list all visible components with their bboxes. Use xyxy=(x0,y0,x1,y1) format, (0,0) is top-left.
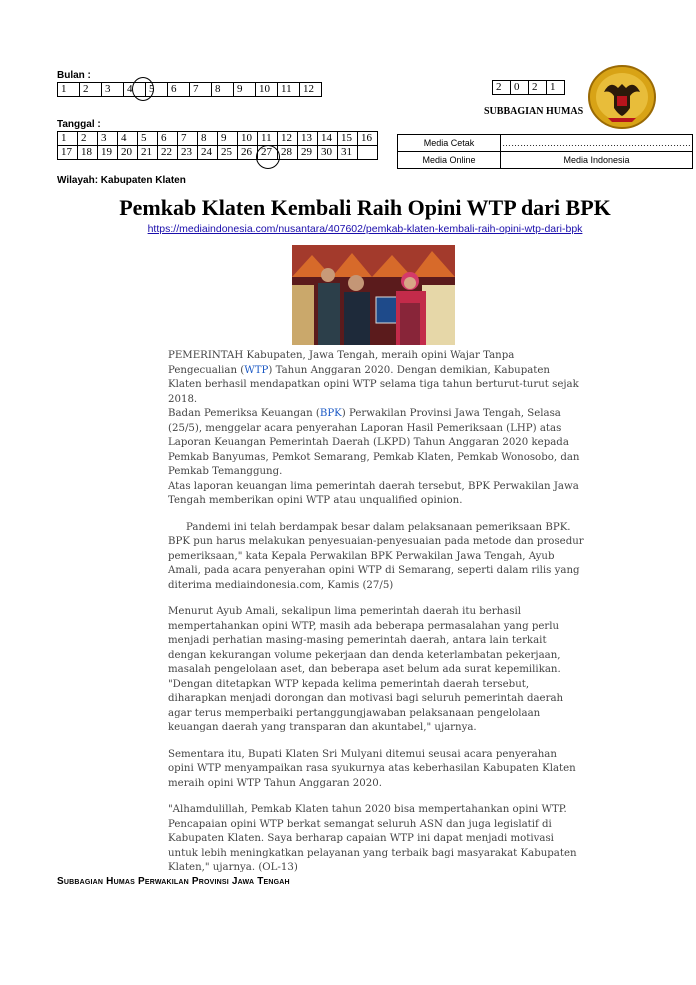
day-cell: 27 xyxy=(258,146,278,160)
day-cell: 18 xyxy=(78,146,98,160)
day-cell: 22 xyxy=(158,146,178,160)
day-cell: 24 xyxy=(198,146,218,160)
month-cell: 12 xyxy=(300,83,322,97)
day-cell: 29 xyxy=(298,146,318,160)
day-cell xyxy=(358,146,378,160)
media-cetak-value: ……………………………………………………… xyxy=(501,135,693,152)
article-title: Pemkab Klaten Kembali Raih Opini WTP dari BPK xyxy=(119,195,611,220)
day-cell: 2 xyxy=(78,132,98,146)
day-cell: 28 xyxy=(278,146,298,160)
day-cell: 20 xyxy=(118,146,138,160)
day-cell: 21 xyxy=(138,146,158,160)
month-cell: 4 xyxy=(124,83,146,97)
day-cell: 3 xyxy=(98,132,118,146)
media-table xyxy=(397,134,693,169)
month-cell: 1 xyxy=(58,83,80,97)
year-cell: 2 xyxy=(529,81,547,95)
day-cell: 4 xyxy=(118,132,138,146)
day-cell: 19 xyxy=(98,146,118,160)
day-cell: 8 xyxy=(198,132,218,146)
day-cell: 17 xyxy=(58,146,78,160)
day-cell: 31 xyxy=(338,146,358,160)
wilayah-label: Wilayah: Kabupaten Klaten xyxy=(57,175,186,186)
media-online-value: Media Indonesia xyxy=(501,152,693,169)
day-cell: 15 xyxy=(338,132,358,146)
wtp-link[interactable]: WTP xyxy=(244,364,269,376)
bulan-label: Bulan : xyxy=(57,70,91,81)
paragraph-4: Pandemi ini telah berdampak besar dalam pelaksanaan pemeriksaan BPK. BPK pun harus melakukan penyesuaian-penyesuaian pada metode dan prosedur pemeriksaan," kata Kepala Perwakilan BPK Perwakilan Jawa Tengah, Ayub Amali, pada acara penyerahan opini WTP di Semarang, seperti dalam rilis yang diterima mediaindonesia.com, Kamis (27/5) xyxy=(168,521,584,591)
day-cell: 5 xyxy=(138,132,158,146)
day-cell: 12 xyxy=(278,132,298,146)
month-cell: 6 xyxy=(168,83,190,97)
month-cell: 2 xyxy=(80,83,102,97)
day-cell: 30 xyxy=(318,146,338,160)
media-cetak-label: Media Cetak xyxy=(398,135,501,152)
day-cell: 14 xyxy=(318,132,338,146)
month-cell: 10 xyxy=(256,83,278,97)
month-cell: 3 xyxy=(102,83,124,97)
article-url[interactable]: https://mediaindonesia.com/nusantara/407602/pemkab-klaten-kembali-raih-opini-wtp-dari-bpk xyxy=(147,223,583,235)
day-cell: 10 xyxy=(238,132,258,146)
day-cell: 1 xyxy=(58,132,78,146)
paragraph-7: Sementara itu, Bupati Klaten Sri Mulyani ditemui seusai acara penyerahan opini WTP menyampaikan rasa syukurnya atas keberhasilan Kabupaten Klaten meraih opini WTP Tahun Anggaran 2020. xyxy=(168,748,576,789)
footer-unit: Subbagian Humas Perwakilan Provinsi Jawa Tengah xyxy=(57,876,290,887)
garuda-emblem xyxy=(586,62,658,132)
p2-text-b: ) Perwakilan Provinsi Jawa Tengah, Selasa (25/5), menggelar acara penyerahan Laporan Hasil Pemeriksaan (LHP) atas Laporan Keuangan Pemerintah Daerah (LKPD) Tahun Anggaran 2020 kepada Pemkab Banyumas, Pemkot Semarang, Pemkab Klaten, Pemkab Wonosobo, dan Pemkab Temanggung. xyxy=(168,408,580,477)
month-cell: 7 xyxy=(190,83,212,97)
day-cell: 7 xyxy=(178,132,198,146)
media-online-label: Media Online xyxy=(398,152,501,169)
tanggal-label: Tanggal : xyxy=(57,119,101,130)
year-box xyxy=(492,80,565,95)
day-grid xyxy=(57,131,378,160)
month-cell: 5 xyxy=(146,83,168,97)
article-body xyxy=(168,349,585,876)
paragraph-8: "Alhamdulillah, Pemkab Klaten tahun 2020 bisa mempertahankan opini WTP. Pencapaian opini WTP berkat semangat seluruh ASN dan juga legislatif di Kabupaten Klaten. Saya berharap capaian WTP ini dapat menjadi motivasi untuk lebih meningkatkan pelayanan yang terbaik bagi masyarakat Kabupaten Klaten," ujarnya. (OL-13) xyxy=(168,804,577,873)
unit-label: SUBBAGIAN HUMAS xyxy=(484,106,584,117)
paragraph-2 xyxy=(168,407,585,480)
month-cell: 9 xyxy=(234,83,256,97)
paragraph-6: "Dengan ditetapkan WTP kepada kelima pemerintah daerah tersebut, diharapkan menjadi dorongan dan motivasi bagi seluruh pemerintah daerah agar terus memperbaiki pertanggungjawaban pelaksanaan pengelolaan keuangan daerah yang transparan dan akuntabel," ujarnya. xyxy=(168,678,564,733)
p1-text-b: ) Tahun Anggaran 2020. Dengan demikian, Kabupaten Klaten berhasil mendapatkan opini WTP selama tiga tahun berturut-turut sejak 2018. xyxy=(168,364,579,405)
paragraph-1 xyxy=(168,349,585,407)
day-cell: 23 xyxy=(178,146,198,160)
paragraph-3: Atas laporan keuangan lima pemerintah daerah tersebut, BPK Perwakilan Jawa Tengah memberikan opini WTP atau unqualified opinion. xyxy=(168,480,579,506)
day-cell: 13 xyxy=(298,132,318,146)
bpk-link[interactable]: BPK xyxy=(319,408,342,419)
day-cell: 26 xyxy=(238,146,258,160)
day-cell: 6 xyxy=(158,132,178,146)
selected-day-circle xyxy=(256,145,280,169)
day-cell: 16 xyxy=(358,132,378,146)
year-cell: 1 xyxy=(547,81,565,95)
selected-month-circle xyxy=(132,77,154,101)
year-cell: 2 xyxy=(493,81,511,95)
day-cell: 9 xyxy=(218,132,238,146)
day-cell: 11 xyxy=(258,132,278,146)
month-cell: 8 xyxy=(212,83,234,97)
p2-text-a: Badan Pemeriksa Keuangan ( xyxy=(168,408,320,419)
year-cell: 0 xyxy=(511,81,529,95)
article-photo xyxy=(292,245,455,345)
day-cell: 25 xyxy=(218,146,238,160)
paragraph-5: Menurut Ayub Amali, sekalipun lima pemerintah daerah itu berhasil mempertahankan opini WTP, masih ada beberapa permasalahan yang perlu menjadi perhatian masing-masing pemerintah daerah, antara lain terkait dengan kekurangan volume pekerjaan dan denda keterlambatan pekerjaan, masalah pengelolaan aset, dan beberapa aset belum ada surat kepemilikan. xyxy=(168,606,561,675)
p1-text-a: PEMERINTAH Kabupaten, Jawa Tengah, meraih opini Wajar Tanpa Pengecualian ( xyxy=(168,350,515,376)
month-grid xyxy=(57,82,322,97)
month-cell: 11 xyxy=(278,83,300,97)
